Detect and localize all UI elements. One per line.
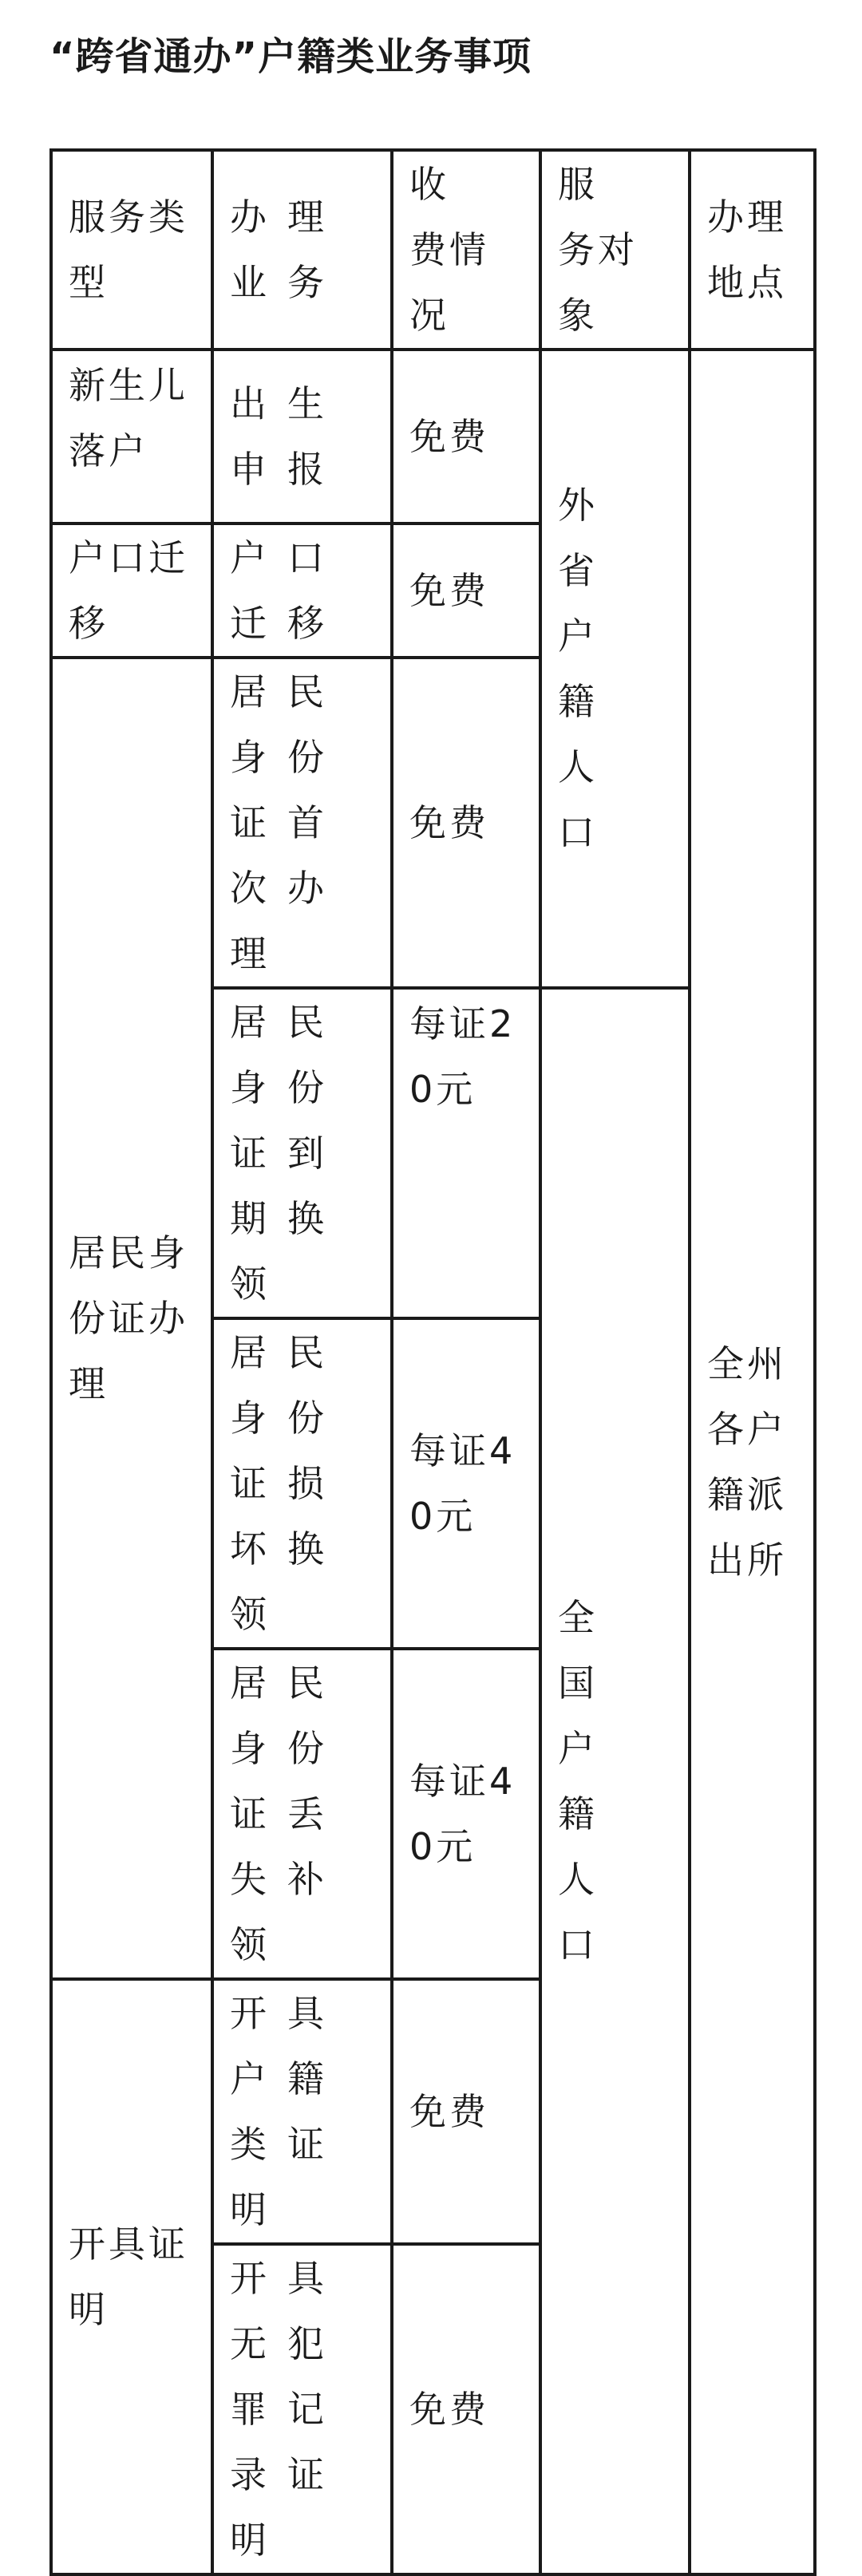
header-business: 办理业务 [212,150,392,350]
cell-business: 开具无犯罪记录证明 [212,2244,392,2574]
header-location: 办理地点 [690,150,815,350]
table-row [51,350,815,523]
cell-fee: 免费 [392,350,540,523]
cell-target-other-province: 外省户籍人口 [540,350,690,988]
cell-fee: 每证40元 [392,1649,540,1979]
cell-business: 开具户籍类证明 [212,1979,392,2244]
header-service-type: 服务类型 [51,150,212,350]
table-header-row [51,150,815,350]
cell-business: 居民身份证丢失补领 [212,1649,392,1979]
cell-business: 居民身份证首次办理 [212,658,392,988]
page-title: “跨省通办”户籍类业务事项 [49,34,532,79]
header-target: 服 务对象 [540,150,690,350]
cell-fee: 免费 [392,2244,540,2574]
cell-fee: 免费 [392,1979,540,2244]
cell-service-type: 居民身份证办理 [51,658,212,1979]
cell-service-type: 新生儿落户 [51,350,212,523]
cell-fee: 每证20元 [392,988,540,1318]
service-table [49,148,817,2576]
cell-fee: 免费 [392,658,540,988]
header-fee: 收 费情况 [392,150,540,350]
cell-business: 居民身份证损坏换领 [212,1318,392,1649]
cell-location: 全州各户籍派出所 [690,350,815,2574]
cell-business: 出生申报 [212,350,392,523]
cell-fee: 免费 [392,523,540,658]
cell-business: 居民身份证到期换领 [212,988,392,1318]
cell-service-type: 开具证明 [51,1979,212,2574]
cell-fee: 每证40元 [392,1318,540,1649]
cell-service-type: 户口迁移 [51,523,212,658]
cell-business: 户口迁移 [212,523,392,658]
cell-target-nationwide: 全国户籍人口 [540,988,690,2574]
